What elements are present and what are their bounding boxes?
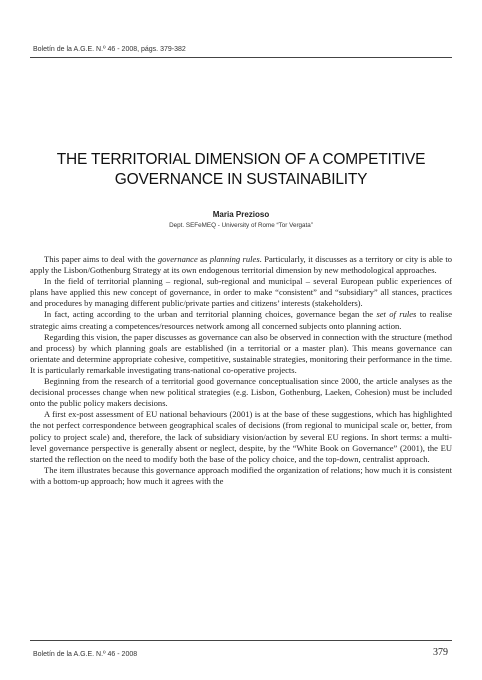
paragraph-6: A first ex-post assessment of EU national behaviours (2001) is at the base of these suggestions, which has highlighted the not perfect correspondence between geographical scales of decisions (from regional to municipal scale or, better, from policy to project scale) and, therefore, the lack of subsidiary vision/action by several EU regions. In short terms: a multi-level governance perspective is generally absent or neglect, despite, by the “White Book on Governance” (2001), the EU started the reflection on the need to modify both the base of the policy choice, and the top-down, centralist approach. <box>30 409 452 464</box>
p3-text-c: to realise strategic aims creating a competences/resources network among all concerned subjects onto planning action. <box>30 309 452 331</box>
author-affiliation: Dept. SEFeMEQ - University of Rome “Tor Vergata” <box>169 222 313 229</box>
p3-text-a: In fact, acting according to the urban and territorial planning choices, governance began the <box>44 309 377 320</box>
author-name: Maria Prezioso <box>212 210 270 219</box>
title-line-1: THE TERRITORIAL DIMENSION OF A COMPETITIVE <box>56 151 426 168</box>
paragraph-3 <box>30 309 452 331</box>
p3-italic-set-of-rules: set of rules <box>376 309 417 320</box>
running-head: Boletín de la A.G.E. N.º 46 - 2008, págs. 379-382 <box>33 46 186 53</box>
title-line-2: GOVERNANCE IN SUSTAINABILITY <box>114 171 368 188</box>
article-body <box>30 254 452 487</box>
page-number: 379 <box>433 647 448 658</box>
paragraph-4: Regarding this vision, the paper discusses as governance can also be observed in connection with the structure (method and process) by which planning goals are established (in a territorial or a master plan). This means governance can orientate and determine appropriate cohesive, competitive, sustainable strategies, monitoring their performance in the time. It is particularly remarkable investigating trans-national co-operative projects. <box>30 331 452 375</box>
article-title <box>30 150 452 190</box>
p1-italic-planning-rules: planning rules <box>209 254 260 264</box>
paragraph-1 <box>30 254 452 276</box>
p1-text-c: as <box>197 254 210 264</box>
p1-text-a: This paper aims to deal with the <box>44 254 158 264</box>
paragraph-2: In the field of territorial planning – regional, sub-regional and municipal – several European public experiences of plans have applied this new concept of governance, in order to make “consistent” and “subsidiary” all stances, practices and procedures by managing different public/private parties and citizens’ interests (stakeholders). <box>30 276 452 309</box>
footer-rule <box>30 640 452 641</box>
paragraph-5: Beginning from the research of a territorial good governance conceptualisation since 2000, the article analyses as the decisional processes change when new political strategies (e.g. Lisbon, Gothenburg, Laeken, Cohesion) must be included onto the public policy makers decisions. <box>30 376 452 409</box>
p1-text-e: . Particularly, it discusses as a territory or city is able to apply the Lisbon/Gothenburg Strategy at its own endogenous territorial dimension by new methodological approaches. <box>30 254 452 276</box>
p1-italic-governance: governance <box>157 254 198 264</box>
header-rule <box>30 57 452 58</box>
paragraph-7: The item illustrates because this governance approach modified the organization of relations; how much it is consistent with a bottom-up approach; how much it agrees with the <box>30 464 452 486</box>
footer-journal: Boletín de la A.G.E. N.º 46 - 2008 <box>33 651 138 658</box>
